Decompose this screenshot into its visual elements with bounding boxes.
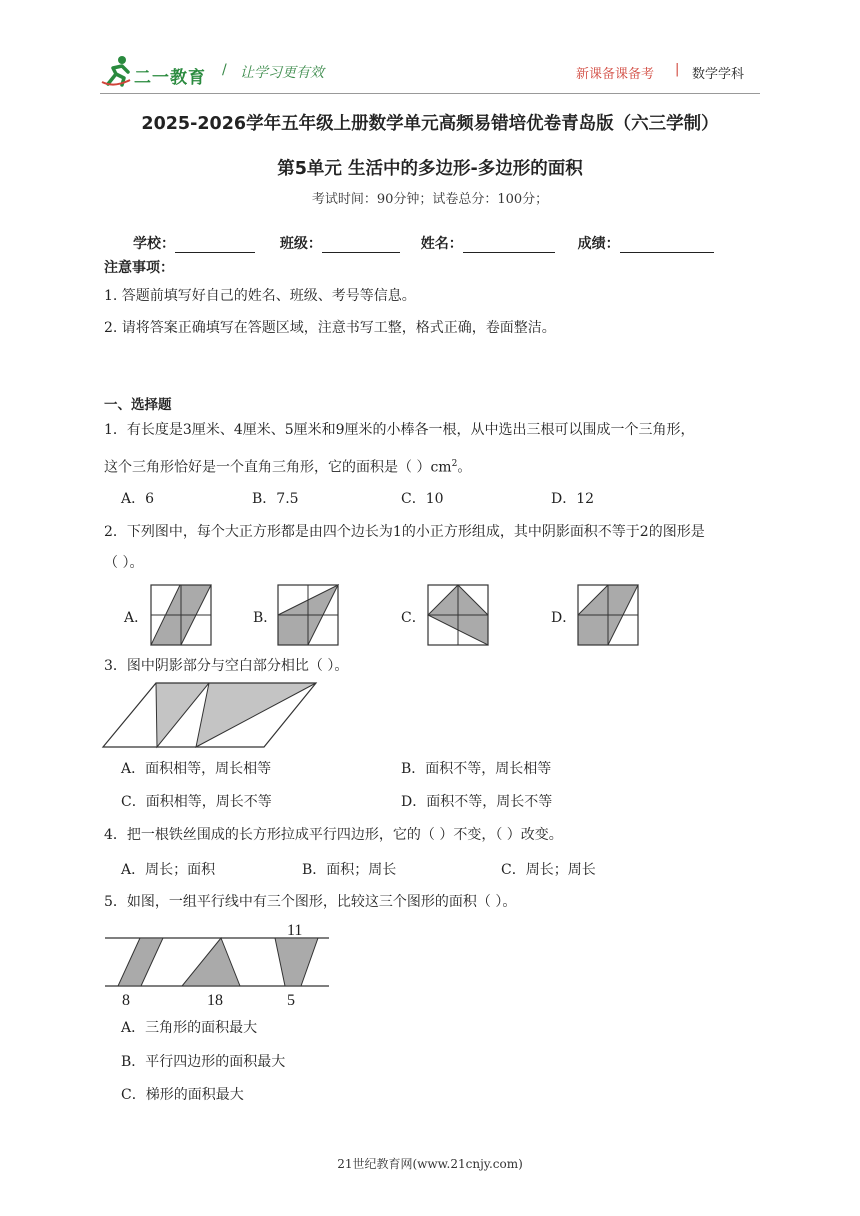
school-label: 学校： (133, 236, 175, 252)
q5-parallel-lines-figure (103, 920, 331, 1010)
header-separator: | (675, 62, 680, 77)
q2-figure-a (150, 584, 212, 646)
q5-label-bottom-b: 18 (207, 992, 223, 1009)
q5-option-a[interactable]: A．三角形的面积最大 (121, 1020, 258, 1036)
info-row (133, 233, 714, 253)
question-1-line2: 这个三角形恰好是一个直角三角形，它的面积是（ ）$cm^2$。 (104, 459, 472, 476)
question-4-line1: 4．把一根铁丝围成的长方形拉成平行四边形，它的（ ）不变，（ ）改变。 (104, 827, 563, 843)
logo-runner-icon (100, 54, 134, 88)
logo-text: 二一教育 (134, 68, 206, 88)
subject-label: 数学学科 (692, 67, 745, 82)
q2-figure-b (277, 584, 339, 646)
q1-option-a[interactable]: A．6 (121, 491, 155, 507)
q4-option-c[interactable]: C．周长；周长 (501, 862, 596, 878)
q5-label-bottom-a: 8 (122, 992, 130, 1009)
question-5-line1: 5．如图，一组平行线中有三个图形，比较这三个图形的面积（ ）。 (104, 894, 517, 910)
school-field[interactable] (175, 236, 255, 253)
exam-info: 考试时间：90分钟；试卷总分：100分； (311, 192, 549, 207)
header-rule (100, 93, 760, 94)
q2-figure-c (427, 584, 489, 646)
name-field[interactable] (463, 236, 555, 253)
q5-option-b[interactable]: B．平行四边形的面积最大 (121, 1054, 286, 1070)
page-subtitle: 第5单元 生活中的多边形-多边形的面积 (277, 159, 583, 179)
note-item: 2. 请将答案正确填写在答题区域，注意书写工整，格式正确，卷面整洁。 (104, 320, 556, 336)
q4-option-b[interactable]: B．面积；周长 (302, 862, 397, 878)
name-label: 姓名： (420, 236, 463, 252)
question-2-line2: （ ）。 (104, 555, 144, 571)
slogan: 让学习更有效 (240, 65, 324, 81)
q4-option-a[interactable]: A．周长；面积 (121, 862, 216, 878)
q1-option-c[interactable]: C．10 (401, 491, 444, 507)
page-title: 2025-2026学年五年级上册数学单元高频易错培优卷青岛版（六三学制） (141, 114, 719, 134)
q3-option-a[interactable]: A．面积相等，周长相等 (121, 761, 272, 777)
q2-option-c-label[interactable]: C． (401, 610, 426, 626)
footer: 21世纪教育网(www.21cnjy.com) (337, 1157, 523, 1171)
q1-option-b[interactable]: B．7.5 (252, 491, 299, 507)
class-label: 班级： (279, 236, 322, 252)
question-3-line1: 3．图中阴影部分与空白部分相比（ ）。 (104, 658, 349, 674)
q2-option-b-label[interactable]: B． (253, 610, 278, 626)
logo (100, 54, 212, 90)
q3-option-b[interactable]: B．面积不等，周长相等 (401, 761, 552, 777)
question-2-line1: 2．下列图中，每个大正方形都是由四个边长为1的小正方形组成，其中阴影面积不等于2的图形是 (104, 524, 705, 540)
slogan-separator: / (222, 62, 227, 78)
q5-option-c[interactable]: C．梯形的面积最大 (121, 1087, 244, 1103)
notes-heading: 注意事项： (104, 260, 174, 276)
class-field[interactable] (322, 236, 400, 253)
q3-parallelogram-figure (101, 681, 319, 749)
q2-option-d-label[interactable]: D． (551, 610, 577, 626)
section-heading: 一、选择题 (104, 397, 172, 413)
q3-option-c[interactable]: C．面积相等，周长不等 (121, 794, 272, 810)
q1-option-d[interactable]: D．12 (551, 491, 595, 507)
question-1-line1: 1．有长度是3厘米、4厘米、5厘米和9厘米的小棒各一根，从中选出三根可以围成一个三角形， (104, 422, 695, 438)
q2-figure-d (577, 584, 639, 646)
score-field[interactable] (620, 236, 714, 253)
q2-option-a-label[interactable]: A． (124, 610, 149, 626)
q5-label-bottom-c: 5 (287, 992, 295, 1009)
q3-option-d[interactable]: D．面积不等，周长不等 (401, 794, 553, 810)
q5-label-top: 11 (287, 922, 303, 939)
note-item: 1. 答题前填写好自己的姓名、班级、考号等信息。 (104, 288, 416, 304)
score-label: 成绩： (577, 236, 620, 252)
header-right-label: 新课备课备考 (576, 67, 655, 82)
